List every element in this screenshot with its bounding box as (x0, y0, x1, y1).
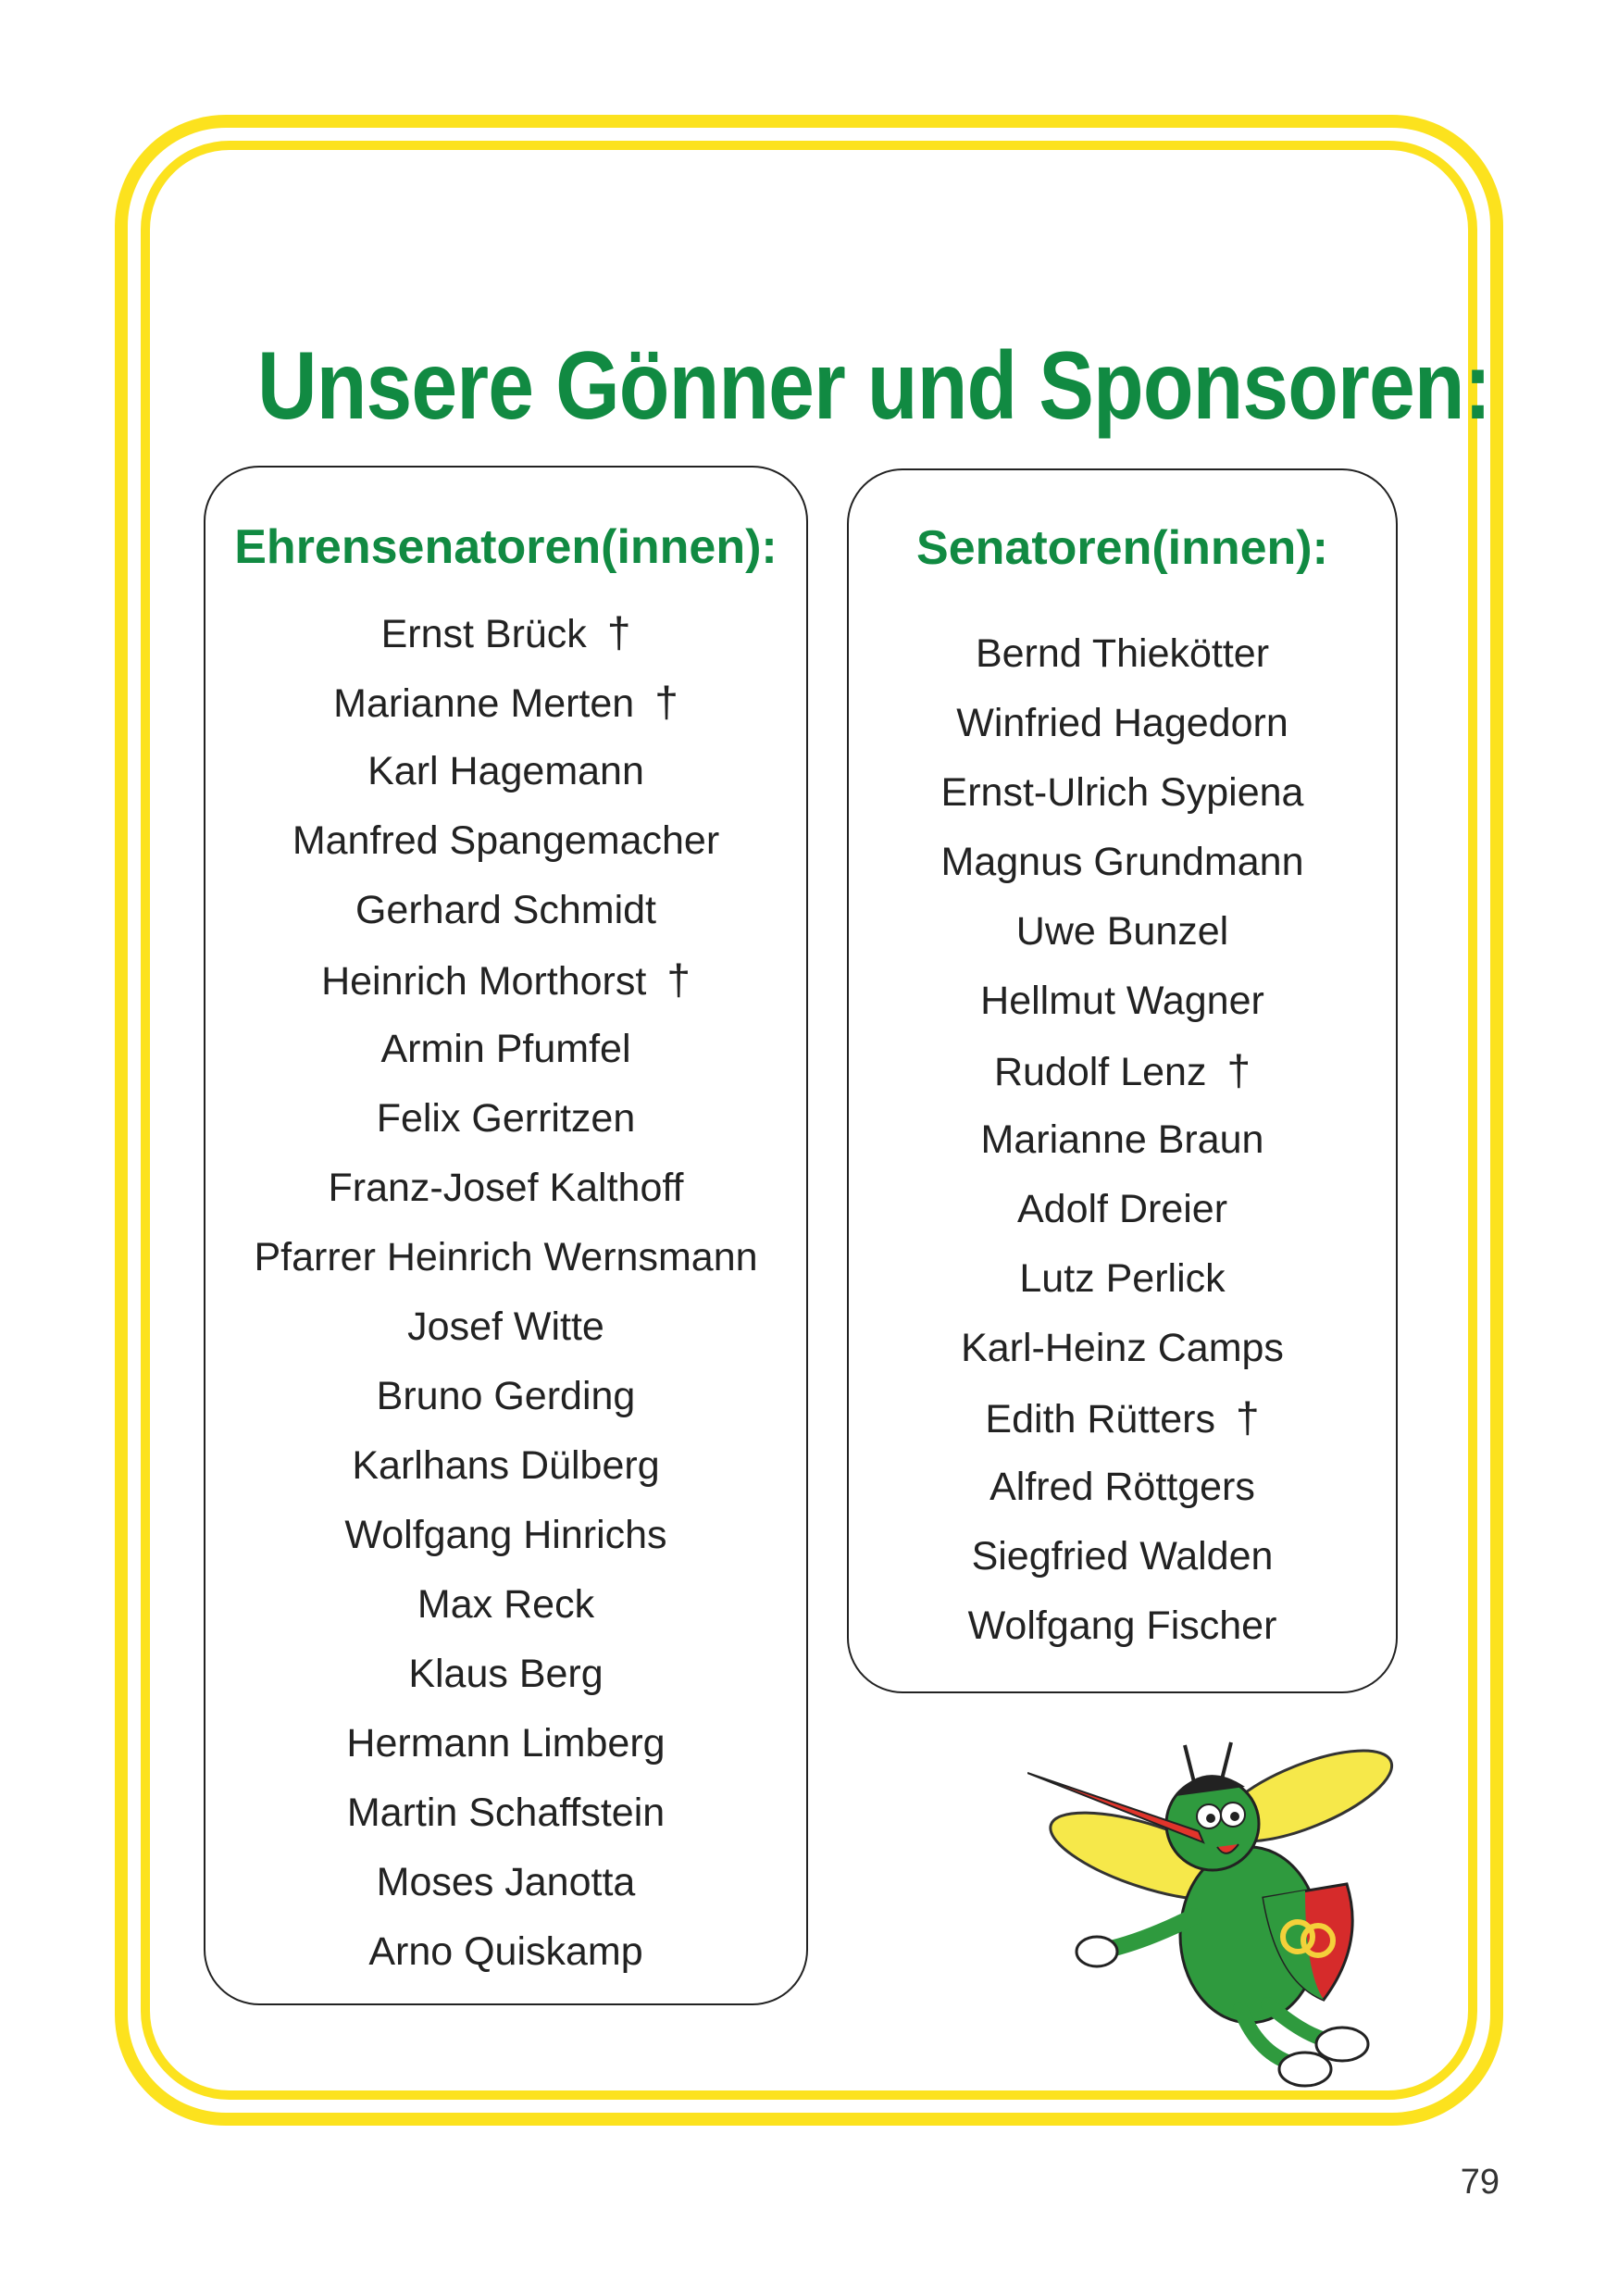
page-title: Unsere Gönner und Sponsoren: (257, 331, 1491, 440)
list-item (205, 806, 806, 876)
list-item (849, 897, 1396, 967)
list-item (205, 1431, 806, 1501)
list-item (849, 828, 1396, 897)
deceased-cross-icon: † (666, 955, 691, 1004)
person-name: Uwe Bunzel (1015, 909, 1229, 954)
list-item (205, 1917, 806, 1987)
person-name: Hellmut Wagner (980, 979, 1264, 1023)
list-item (205, 1292, 806, 1362)
list-item (205, 1084, 806, 1154)
deceased-cross-icon: † (1235, 1393, 1260, 1441)
person-name: Karl-Heinz Camps (961, 1326, 1284, 1370)
list-item (205, 1501, 806, 1570)
person-name: Karlhans Dülberg (352, 1443, 660, 1488)
person-name: Siegfried Walden (971, 1534, 1274, 1578)
list-item (205, 1362, 806, 1431)
list-item (205, 945, 806, 1015)
list-item (205, 1154, 806, 1223)
list-item (205, 876, 806, 945)
person-name: Heinrich Morthorst (321, 959, 647, 1004)
list-item (849, 1453, 1396, 1522)
person-name: Ernst-Ulrich Sypiena (940, 770, 1304, 815)
senators-heading: Senatoren(innen): (916, 521, 1328, 575)
person-name: Felix Gerritzen (376, 1096, 636, 1141)
person-name: Adolf Dreier (1016, 1187, 1228, 1231)
mosquito-mascot-icon (1027, 1731, 1407, 2092)
person-name: Lutz Perlick (1019, 1256, 1226, 1301)
list-item (849, 1105, 1396, 1175)
person-name: Josef Witte (407, 1304, 604, 1349)
list-item (205, 1778, 806, 1848)
person-name: Edith Rütters (985, 1397, 1215, 1441)
list-item (849, 1244, 1396, 1314)
person-name: Hermann Limberg (346, 1721, 666, 1766)
page-number: 79 (1460, 2163, 1500, 2202)
list-item (849, 619, 1396, 689)
person-name: Ernst Brück (380, 612, 587, 656)
list-item (205, 1709, 806, 1778)
person-name: Arno Quiskamp (368, 1929, 643, 1974)
list-item (849, 758, 1396, 828)
person-name: Gerhard Schmidt (355, 888, 657, 932)
person-name: Bruno Gerding (376, 1374, 636, 1418)
person-name: Alfred Röttgers (989, 1465, 1255, 1509)
honorary-senators-list (205, 598, 806, 1987)
person-name: Bernd Thiekötter (975, 631, 1270, 676)
list-item (205, 1848, 806, 1917)
list-item (205, 598, 806, 668)
honorary-senators-box (204, 466, 808, 2005)
senators-box (847, 468, 1398, 1693)
person-name: Klaus Berg (408, 1652, 604, 1696)
person-name: Franz-Josef Kalthoff (328, 1166, 684, 1210)
list-item (849, 1591, 1396, 1661)
honorary-senators-heading: Ehrensenatoren(innen): (234, 520, 778, 574)
person-name: Wolfgang Hinrichs (344, 1513, 667, 1557)
person-name: Martin Schaffstein (346, 1791, 666, 1835)
person-name: Magnus Grundmann (940, 840, 1304, 884)
person-name: Rudolf Lenz (993, 1050, 1207, 1094)
person-name: Moses Janotta (376, 1860, 636, 1904)
list-item (205, 668, 806, 737)
list-item (205, 1570, 806, 1640)
list-item (205, 1015, 806, 1084)
deceased-cross-icon: † (654, 678, 678, 726)
list-item (205, 1640, 806, 1709)
person-name: Karl Hagemann (367, 749, 644, 793)
person-name: Armin Pfumfel (380, 1027, 631, 1071)
person-name: Max Reck (417, 1582, 595, 1627)
list-item (849, 1383, 1396, 1453)
person-name: Pfarrer Heinrich Wernsmann (254, 1235, 758, 1279)
person-name: Marianne Merten (333, 681, 635, 726)
list-item (849, 1522, 1396, 1591)
list-item (849, 1314, 1396, 1383)
list-item (205, 1223, 806, 1292)
list-item (849, 967, 1396, 1036)
deceased-cross-icon: † (606, 608, 631, 656)
person-name: Winfried Hagedorn (956, 701, 1288, 745)
person-name: Marianne Braun (980, 1117, 1264, 1162)
list-item (205, 737, 806, 806)
list-item (849, 1175, 1396, 1244)
person-name: Wolfgang Fischer (967, 1603, 1277, 1648)
deceased-cross-icon: † (1226, 1046, 1251, 1094)
list-item (849, 689, 1396, 758)
person-name: Manfred Spangemacher (292, 818, 720, 863)
senators-list (849, 619, 1396, 1661)
list-item (849, 1036, 1396, 1105)
